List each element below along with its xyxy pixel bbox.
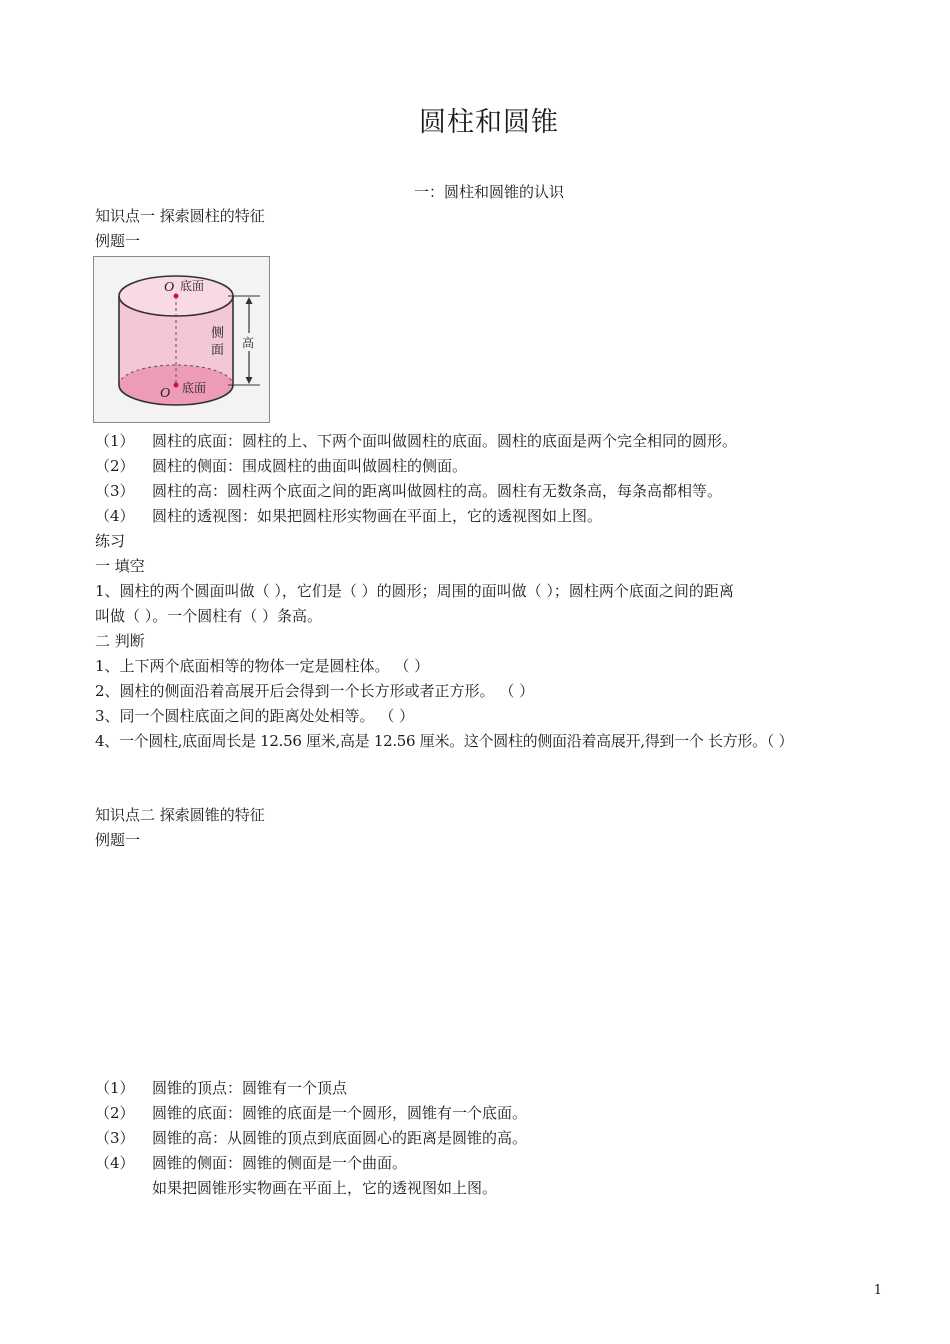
kp2-item-4: （4） 圆锥的侧面：圆锥的侧面是一个曲面。 bbox=[95, 1154, 408, 1172]
judge-item-4: 4、一个圆柱,底面周长是 12.56 厘米,高是 12.56 厘米。这个圆柱的侧面沿着高展开,得到一个 长方形。（ ） bbox=[95, 732, 794, 750]
judge-heading: 二 判断 bbox=[95, 632, 145, 650]
judge-item-1: 1、上下两个底面相等的物体一定是圆柱体。 （ ） bbox=[95, 657, 430, 675]
kp2-item-1: （1） 圆锥的顶点：圆锥有一个顶点 bbox=[95, 1079, 348, 1097]
cylinder-diagram bbox=[94, 257, 271, 424]
kp1-item-1: （1） 圆柱的底面：圆柱的上、下两个面叫做圆柱的底面。圆柱的底面是两个完全相同的圆形。 bbox=[95, 432, 738, 450]
judge-item-3: 3、同一个圆柱底面之间的距离处处相等。 （ ） bbox=[95, 707, 415, 725]
section-heading: 一：圆柱和圆锥的认识 bbox=[413, 183, 564, 201]
fill-heading: 一 填空 bbox=[95, 557, 145, 575]
fill-question-line-2: 叫做（ ）。一个圆柱有（ ）条高。 bbox=[95, 607, 323, 625]
kp2-item-2: （2） 圆锥的底面：圆锥的底面是一个圆形，圆锥有一个底面。 bbox=[95, 1104, 528, 1122]
bottom-center-label: O bbox=[160, 386, 171, 401]
kp2-note: 如果把圆锥形实物画在平面上，它的透视图如上图。 bbox=[152, 1179, 498, 1197]
cylinder-figure bbox=[93, 256, 270, 423]
practice-label: 练习 bbox=[95, 532, 126, 550]
kp2-heading: 知识点二 探索圆锥的特征 bbox=[95, 806, 265, 824]
page-number: 1 bbox=[873, 1283, 882, 1298]
kp1-example-label: 例题一 bbox=[95, 232, 141, 250]
page-title: 圆柱和圆锥 bbox=[419, 107, 559, 138]
fill-question-line-1: 1、圆柱的两个圆面叫做（ ），它们是（ ）的圆形；周围的面叫做（ ）；圆柱两个底面之间的距离 bbox=[95, 582, 734, 600]
kp2-example-label: 例题一 bbox=[95, 831, 141, 849]
kp1-item-2: （2） 圆柱的侧面：围成圆柱的曲面叫做圆柱的侧面。 bbox=[95, 457, 468, 475]
top-base-label: 底面 bbox=[180, 279, 205, 293]
judge-item-2: 2、圆柱的侧面沿着高展开后会得到一个长方形或者正方形。 （ ） bbox=[95, 682, 535, 700]
kp1-heading: 知识点一 探索圆柱的特征 bbox=[95, 207, 265, 225]
bottom-base-label: 底面 bbox=[182, 381, 207, 395]
side-label-1: 侧 bbox=[211, 326, 225, 341]
kp1-item-4: （4） 圆柱的透视图：如果把圆柱形实物画在平面上，它的透视图如上图。 bbox=[95, 507, 603, 525]
kp1-item-3: （3） 圆柱的高：圆柱两个底面之间的距离叫做圆柱的高。圆柱有无数条高，每条高都相等。 bbox=[95, 482, 723, 500]
side-label-2: 面 bbox=[211, 343, 225, 358]
top-center-label: O bbox=[164, 280, 175, 295]
kp2-item-3: （3） 圆锥的高：从圆锥的顶点到底面圆心的距离是圆锥的高。 bbox=[95, 1129, 528, 1147]
height-label: 高 bbox=[242, 336, 255, 350]
